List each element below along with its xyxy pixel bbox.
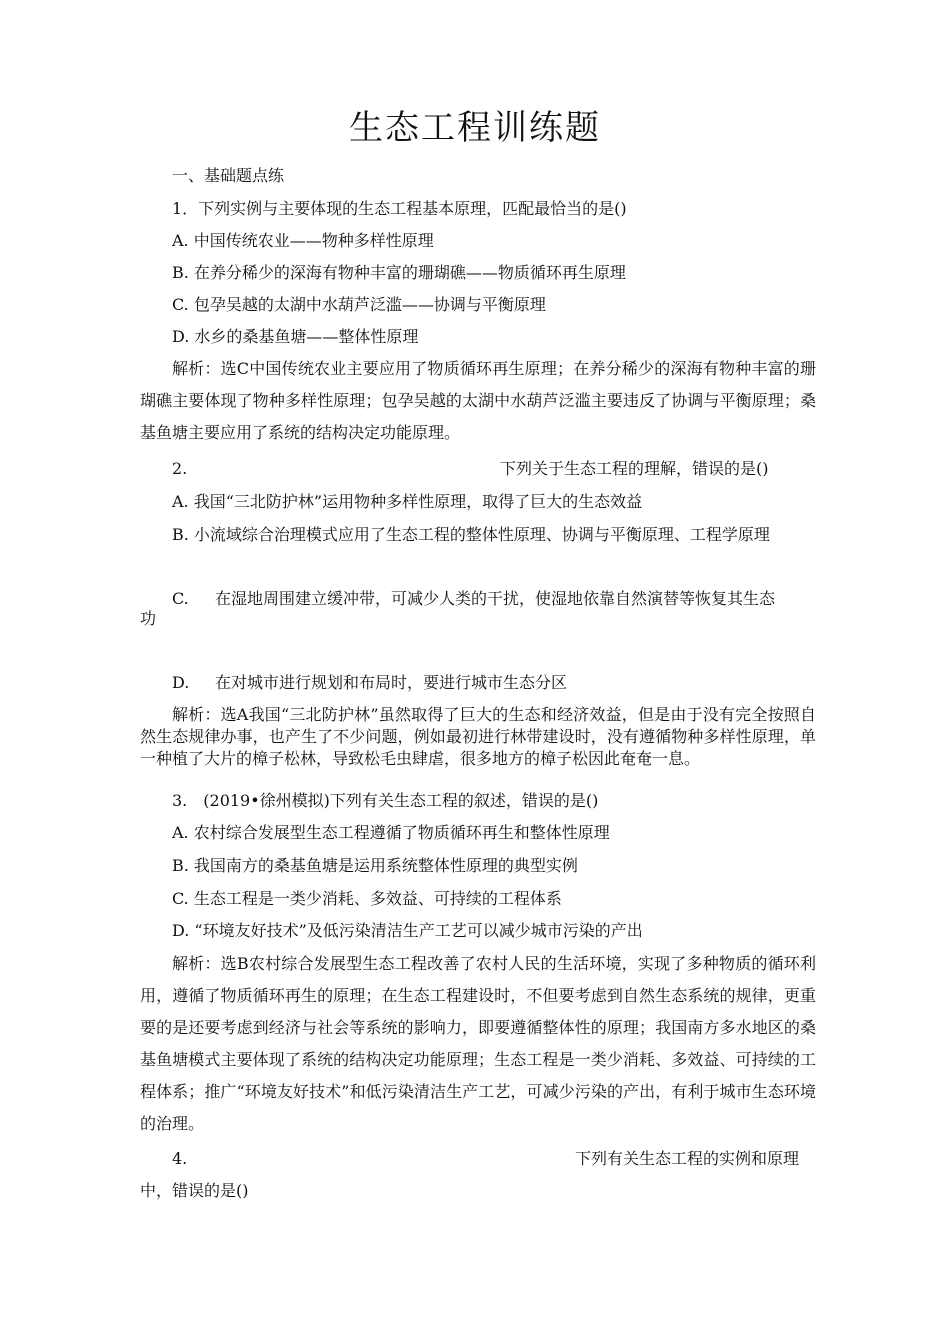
question-2-option-a: A. 我国“三北防护林”运用物种多样性原理，取得了巨大的生态效益 bbox=[172, 492, 643, 511]
question-1-analysis: 解析：选C中国传统农业主要应用了物质循环再生原理；在养分稀少的深海有物种丰富的珊瑚礁主要体现了物种多样性原理；包孕吴越的太湖中水葫芦泛滥主要违反了协调与平衡原理；桑基鱼塘主要应用了系统的结构决定功能原理。 bbox=[140, 359, 816, 442]
question-4-number: 4. bbox=[172, 1149, 188, 1168]
question-3-option-c: C. 生态工程是一类少消耗、多效益、可持续的工程体系 bbox=[172, 889, 562, 908]
question-3-analysis: 解析：选B农村综合发展型生态工程改善了农村人民的生活环境，实现了多种物质的循环利用，遵循了物质循环再生的原理；在生态工程建设时，不但要考虑到自然生态系统的规律，更重要的是还要考虑到经济与社会等系统的影响力，即要遵循整体性的原理；我国南方多水地区的桑基鱼塘模式主要体现了系统的结构决定功能原理；生态工程是一类少消耗、多效益、可持续的工程体系；推广“环境友好技术”和低污染清洁生产工艺，可减少污染的产出，有利于城市生态环境的治理。 bbox=[140, 954, 816, 1133]
question-2-option-c-label: C. bbox=[172, 589, 189, 608]
question-2-stem: 下列关于生态工程的理解，错误的是() bbox=[500, 459, 769, 478]
section-heading: 一、基础题点练 bbox=[172, 166, 285, 185]
question-1-option-a: A. 中国传统农业——物种多样性原理 bbox=[172, 231, 434, 250]
question-4-stem: 下列有关生态工程的实例和原理 bbox=[575, 1149, 800, 1168]
question-2-option-d-text: 在对城市进行规划和布局时，要进行城市生态分区 bbox=[215, 673, 568, 692]
question-3-stem: 3. (2019•徐州模拟)下列有关生态工程的叙述，错误的是() bbox=[172, 791, 599, 810]
question-2-number: 2. bbox=[172, 459, 188, 478]
question-3-option-a: A. 农村综合发展型生态工程遵循了物质循环再生和整体性原理 bbox=[172, 823, 610, 842]
question-3-option-d: D. “环境友好技术”及低污染清洁生产工艺可以减少城市污染的产出 bbox=[172, 921, 643, 940]
question-1-option-d: D. 水乡的桑基鱼塘——整体性原理 bbox=[172, 327, 419, 346]
question-1-stem: 1．下列实例与主要体现的生态工程基本原理，匹配最恰当的是() bbox=[172, 199, 627, 218]
question-1-option-c: C. 包孕吴越的太湖中水葫芦泛滥——协调与平衡原理 bbox=[172, 295, 546, 314]
page-title: 生态工程训练题 bbox=[349, 108, 601, 148]
question-2-analysis: 解析：选A我国“三北防护林”虽然取得了巨大的生态和经济效益，但是由于没有完全按照自然生态规律办事，也产生了不少问题，例如最初进行林带建设时，没有遵循物种多样性原理，单一种植了大片的樟子松林，导致松毛虫肆虐，很多地方的樟子松因此奄奄一息。 bbox=[140, 705, 816, 768]
question-1-option-b: B. 在养分稀少的深海有物种丰富的珊瑚礁——物质循环再生原理 bbox=[172, 263, 626, 282]
question-3-option-b: B. 我国南方的桑基鱼塘是运用系统整体性原理的典型实例 bbox=[172, 856, 578, 875]
question-2-option-d-label: D. bbox=[172, 673, 190, 692]
question-2-option-c-text: 在湿地周围建立缓冲带，可减少人类的干扰，使湿地依靠自然演替等恢复其生态 bbox=[215, 589, 776, 608]
question-2-option-c-continued: 功 bbox=[140, 609, 157, 628]
question-4-stem-continued: 中，错误的是() bbox=[140, 1181, 249, 1200]
question-2-option-b: B. 小流域综合治理模式应用了生态工程的整体性原理、协调与平衡原理、工程学原理 bbox=[172, 525, 770, 544]
